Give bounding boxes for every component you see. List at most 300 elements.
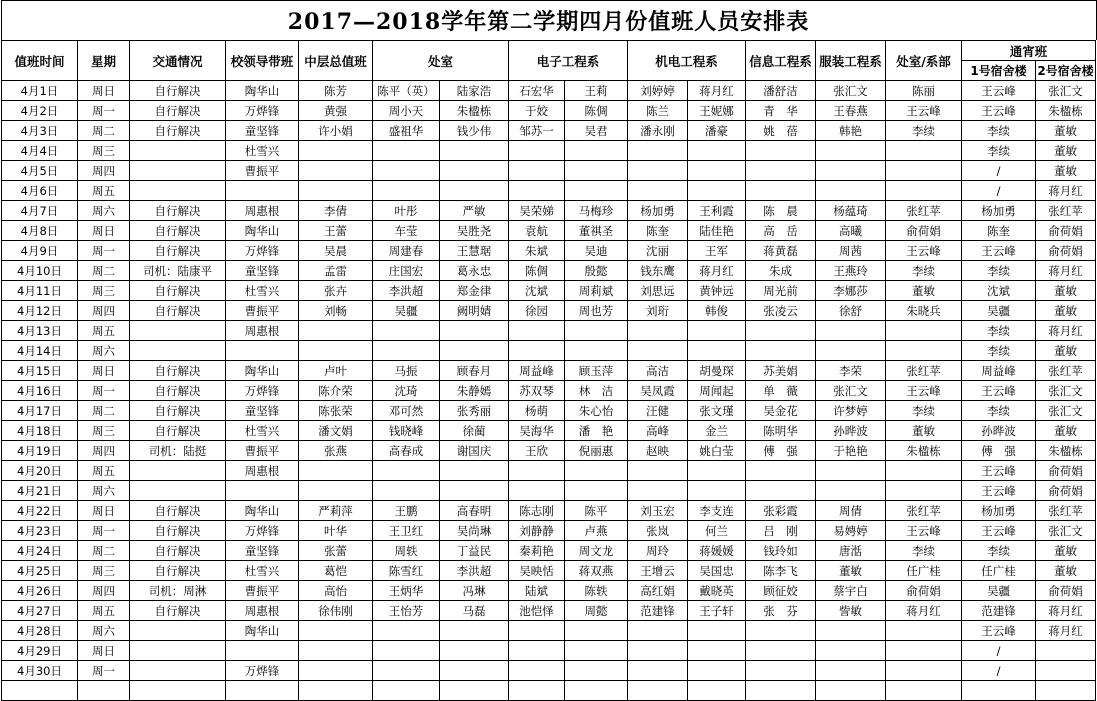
cell-dorm-2 <box>1036 661 1096 681</box>
cell-leader: 周惠根 <box>226 601 299 621</box>
cell-mech-2: 蒋月红 <box>688 81 746 101</box>
cell-middle-manager <box>299 141 373 161</box>
cell-office-dept: 董敏 <box>886 281 962 301</box>
cell-leader: 曹振平 <box>226 441 299 461</box>
cell-info: 傅 强 <box>746 441 816 461</box>
cell-mech-1: 王增云 <box>628 561 688 581</box>
cell-weekday: 周一 <box>78 101 130 121</box>
cell-date: 4月20日 <box>2 461 78 481</box>
cell-middle-manager <box>299 621 373 641</box>
cell-elec-1: 吴映恬 <box>509 561 565 581</box>
cell-clothing: 周倩 <box>816 501 886 521</box>
cell-middle-manager: 张蕾 <box>299 541 373 561</box>
cell-office-dept: 俞荷娟 <box>886 221 962 241</box>
cell-dorm-1: 王云峰 <box>962 621 1036 641</box>
cell-dorm-2: 蒋月红 <box>1036 321 1096 341</box>
cell-elec-1: 于姣 <box>509 101 565 121</box>
cell-elec-2: 周文龙 <box>565 541 628 561</box>
cell-mech-1 <box>628 341 688 361</box>
cell-leader <box>226 341 299 361</box>
cell-clothing: 张汇文 <box>816 81 886 101</box>
cell-dorm-1: 吴疆 <box>962 581 1036 601</box>
cell-elec-1 <box>509 661 565 681</box>
cell-dorm-1: 陈奎 <box>962 221 1036 241</box>
cell-leader: 杜雪兴 <box>226 421 299 441</box>
cell-mech-1: 陈兰 <box>628 101 688 121</box>
cell-date: 4月25日 <box>2 561 78 581</box>
cell-date: 4月26日 <box>2 581 78 601</box>
cell-dorm-1: 李续 <box>962 321 1036 341</box>
cell-office-1: 王鹏 <box>373 501 440 521</box>
cell-middle-manager: 潘文娟 <box>299 421 373 441</box>
cell-weekday: 周二 <box>78 261 130 281</box>
cell-dorm-2: 俞荷娟 <box>1036 481 1096 501</box>
cell-dorm-1: 王云峰 <box>962 381 1036 401</box>
table-row <box>2 441 1096 461</box>
cell-date: 4月8日 <box>2 221 78 241</box>
cell-office-dept: 张红苹 <box>886 501 962 521</box>
cell-clothing: 董敏 <box>816 561 886 581</box>
cell-dorm-2: 董敏 <box>1036 421 1096 441</box>
cell-mech-1: 刘思远 <box>628 281 688 301</box>
header-dorm-2: 2号宿舍楼 <box>1036 61 1096 81</box>
cell-info <box>746 481 816 501</box>
cell-dorm-2: 朱楹栋 <box>1036 101 1096 121</box>
cell-elec-1: 吴荣娣 <box>509 201 565 221</box>
cell-office-2: 郑金律 <box>440 281 509 301</box>
cell-traffic: 自行解决 <box>130 81 226 101</box>
cell-mech-1 <box>628 461 688 481</box>
duty-schedule-table <box>1 40 1096 701</box>
cell-mech-1: 陈奎 <box>628 221 688 241</box>
cell-office-dept: 王云峰 <box>886 101 962 121</box>
cell-date: 4月1日 <box>2 81 78 101</box>
cell-mech-2: 王军 <box>688 241 746 261</box>
cell-date: 4月4日 <box>2 141 78 161</box>
cell-weekday: 周日 <box>78 221 130 241</box>
cell-dorm-2: 董敏 <box>1036 301 1096 321</box>
cell-elec-2: 蒋双燕 <box>565 561 628 581</box>
cell-weekday <box>78 681 130 701</box>
cell-middle-manager <box>299 681 373 701</box>
cell-elec-2: 周莉斌 <box>565 281 628 301</box>
table-row <box>2 641 1096 661</box>
cell-office-1: 陈雪红 <box>373 561 440 581</box>
cell-mech-2: 王子轩 <box>688 601 746 621</box>
table-row <box>2 361 1096 381</box>
cell-weekday: 周日 <box>78 361 130 381</box>
cell-dorm-1: 李续 <box>962 541 1036 561</box>
cell-mech-2: 张文瑾 <box>688 401 746 421</box>
table-row <box>2 261 1096 281</box>
cell-mech-1: 刘玉宏 <box>628 501 688 521</box>
table-row <box>2 141 1096 161</box>
cell-info <box>746 341 816 361</box>
cell-weekday: 周一 <box>78 521 130 541</box>
cell-middle-manager <box>299 641 373 661</box>
cell-office-dept: 李续 <box>886 541 962 561</box>
cell-office-1: 邓可然 <box>373 401 440 421</box>
cell-leader: 童坚锋 <box>226 541 299 561</box>
cell-dorm-2: 张汇文 <box>1036 401 1096 421</box>
cell-office-1: 盛祖华 <box>373 121 440 141</box>
cell-weekday: 周日 <box>78 641 130 661</box>
cell-info: 张凌云 <box>746 301 816 321</box>
cell-elec-1 <box>509 341 565 361</box>
cell-clothing <box>816 481 886 501</box>
cell-dorm-2: 董敏 <box>1036 141 1096 161</box>
cell-dorm-1: 李续 <box>962 141 1036 161</box>
cell-weekday: 周三 <box>78 561 130 581</box>
cell-office-dept <box>886 661 962 681</box>
cell-mech-2 <box>688 661 746 681</box>
cell-info <box>746 141 816 161</box>
cell-info: 张 芬 <box>746 601 816 621</box>
cell-office-dept <box>886 641 962 661</box>
cell-mech-2: 胡曼琛 <box>688 361 746 381</box>
cell-leader: 陶华山 <box>226 501 299 521</box>
cell-leader <box>226 481 299 501</box>
cell-traffic <box>130 461 226 481</box>
cell-dorm-1: 王云峰 <box>962 461 1036 481</box>
header-overnight: 通宵班 <box>962 41 1096 61</box>
cell-info: 潘舒洁 <box>746 81 816 101</box>
cell-middle-manager: 吴晨 <box>299 241 373 261</box>
cell-dorm-2: 俞荷娟 <box>1036 241 1096 261</box>
cell-mech-2 <box>688 481 746 501</box>
cell-office-1: 高春成 <box>373 441 440 461</box>
cell-middle-manager: 刘畅 <box>299 301 373 321</box>
header-middle-manager: 中层总值班 <box>299 41 373 81</box>
cell-middle-manager: 高怡 <box>299 581 373 601</box>
cell-traffic: 自行解决 <box>130 281 226 301</box>
cell-office-1: 周建春 <box>373 241 440 261</box>
cell-mech-2: 黄钟远 <box>688 281 746 301</box>
table-row <box>2 81 1096 101</box>
cell-leader: 万烨锋 <box>226 521 299 541</box>
cell-dorm-2: 俞荷娟 <box>1036 221 1096 241</box>
cell-clothing <box>816 181 886 201</box>
cell-leader: 杜雪兴 <box>226 561 299 581</box>
cell-clothing: 訾敏 <box>816 601 886 621</box>
cell-office-2: 张秀丽 <box>440 401 509 421</box>
cell-traffic: 自行解决 <box>130 381 226 401</box>
cell-elec-1: 刘静静 <box>509 521 565 541</box>
cell-clothing: 周茜 <box>816 241 886 261</box>
cell-middle-manager <box>299 161 373 181</box>
table-row <box>2 341 1096 361</box>
cell-elec-1 <box>509 621 565 641</box>
cell-clothing: 高曦 <box>816 221 886 241</box>
cell-office-2: 顾春月 <box>440 361 509 381</box>
cell-office-1: 叶彤 <box>373 201 440 221</box>
cell-elec-2: 林 洁 <box>565 381 628 401</box>
cell-elec-2: 陈倜 <box>565 101 628 121</box>
cell-clothing: 蔡宇白 <box>816 581 886 601</box>
cell-date: 4月18日 <box>2 421 78 441</box>
cell-office-2: 李洪超 <box>440 561 509 581</box>
cell-dorm-1: / <box>962 181 1036 201</box>
cell-dorm-1: / <box>962 641 1036 661</box>
cell-leader: 曹振平 <box>226 161 299 181</box>
cell-elec-2: 陈轶 <box>565 581 628 601</box>
cell-mech-2: 蒋媛媛 <box>688 541 746 561</box>
cell-leader <box>226 641 299 661</box>
cell-leader <box>226 181 299 201</box>
cell-clothing: 于艳艳 <box>816 441 886 461</box>
cell-mech-2 <box>688 181 746 201</box>
cell-clothing: 李荣 <box>816 361 886 381</box>
cell-date: 4月29日 <box>2 641 78 661</box>
cell-elec-1 <box>509 161 565 181</box>
cell-traffic <box>130 621 226 641</box>
cell-office-2 <box>440 341 509 361</box>
cell-office-1: 周轶 <box>373 541 440 561</box>
cell-elec-2: 周也芳 <box>565 301 628 321</box>
cell-dorm-1: 李续 <box>962 341 1036 361</box>
cell-traffic <box>130 341 226 361</box>
cell-office-2 <box>440 481 509 501</box>
cell-traffic <box>130 181 226 201</box>
cell-leader: 万烨锋 <box>226 381 299 401</box>
cell-office-dept: 王云峰 <box>886 521 962 541</box>
cell-leader: 杜雪兴 <box>226 141 299 161</box>
cell-traffic: 自行解决 <box>130 361 226 381</box>
cell-dorm-2: 张红苹 <box>1036 501 1096 521</box>
cell-traffic: 自行解决 <box>130 501 226 521</box>
cell-clothing <box>816 621 886 641</box>
cell-middle-manager <box>299 341 373 361</box>
cell-mech-1: 范建锋 <box>628 601 688 621</box>
cell-date: 4月3日 <box>2 121 78 141</box>
cell-weekday: 周六 <box>78 621 130 641</box>
cell-office-dept: 李续 <box>886 261 962 281</box>
table-row <box>2 401 1096 421</box>
cell-mech-1: 刘珩 <box>628 301 688 321</box>
cell-dorm-2: 蒋月红 <box>1036 621 1096 641</box>
cell-traffic: 自行解决 <box>130 121 226 141</box>
cell-mech-1: 吴凤霞 <box>628 381 688 401</box>
cell-mech-1: 赵映 <box>628 441 688 461</box>
cell-dorm-2: 张汇文 <box>1036 521 1096 541</box>
cell-office-1: 马振 <box>373 361 440 381</box>
cell-elec-1: 朱斌 <box>509 241 565 261</box>
cell-info: 苏美娟 <box>746 361 816 381</box>
cell-clothing <box>816 321 886 341</box>
cell-date: 4月19日 <box>2 441 78 461</box>
cell-office-dept <box>886 161 962 181</box>
cell-traffic <box>130 681 226 701</box>
cell-office-1: 钱晓峰 <box>373 421 440 441</box>
cell-traffic: 自行解决 <box>130 201 226 221</box>
cell-weekday: 周四 <box>78 581 130 601</box>
cell-office-1 <box>373 621 440 641</box>
cell-elec-2 <box>565 641 628 661</box>
cell-mech-2: 吴国忠 <box>688 561 746 581</box>
table-row <box>2 521 1096 541</box>
cell-clothing: 易娉婷 <box>816 521 886 541</box>
cell-mech-2: 韩俊 <box>688 301 746 321</box>
cell-dorm-1: 任广桂 <box>962 561 1036 581</box>
cell-leader: 万烨锋 <box>226 101 299 121</box>
cell-office-2: 钱少伟 <box>440 121 509 141</box>
cell-office-2: 朱楹栋 <box>440 101 509 121</box>
header-clothing-dept: 服装工程系 <box>816 41 886 81</box>
cell-mech-2: 王利霞 <box>688 201 746 221</box>
cell-info: 吕 刚 <box>746 521 816 541</box>
cell-office-2: 丁益民 <box>440 541 509 561</box>
cell-info: 蒋黄磊 <box>746 241 816 261</box>
cell-office-1 <box>373 181 440 201</box>
cell-weekday: 周二 <box>78 541 130 561</box>
cell-info <box>746 321 816 341</box>
cell-leader: 万烨锋 <box>226 241 299 261</box>
cell-leader: 陶华山 <box>226 621 299 641</box>
cell-office-2 <box>440 621 509 641</box>
cell-office-dept: 朱楹栋 <box>886 441 962 461</box>
cell-mech-1 <box>628 481 688 501</box>
cell-mech-2: 姚白莹 <box>688 441 746 461</box>
cell-dorm-2: 张汇文 <box>1036 81 1096 101</box>
cell-mech-2 <box>688 141 746 161</box>
cell-office-dept: 陈丽 <box>886 81 962 101</box>
table-row <box>2 201 1096 221</box>
cell-elec-2 <box>565 141 628 161</box>
table-row <box>2 281 1096 301</box>
sheet-title: 2017—2018学年第二学期四月份值班人员安排表 <box>287 8 810 35</box>
cell-elec-1: 邹苏一 <box>509 121 565 141</box>
cell-date: 4月9日 <box>2 241 78 261</box>
cell-middle-manager <box>299 321 373 341</box>
cell-info <box>746 681 816 701</box>
cell-office-dept <box>886 181 962 201</box>
cell-traffic <box>130 481 226 501</box>
cell-office-1: 王炳华 <box>373 581 440 601</box>
cell-dorm-1: 王云峰 <box>962 521 1036 541</box>
cell-elec-1: 徐园 <box>509 301 565 321</box>
cell-office-dept: 俞荷娟 <box>886 581 962 601</box>
cell-elec-1: 吴海华 <box>509 421 565 441</box>
cell-clothing <box>816 641 886 661</box>
cell-clothing <box>816 661 886 681</box>
cell-office-1: 周小天 <box>373 101 440 121</box>
cell-middle-manager <box>299 181 373 201</box>
cell-dorm-2: 蒋月红 <box>1036 601 1096 621</box>
cell-middle-manager: 陈介荣 <box>299 381 373 401</box>
cell-weekday: 周一 <box>78 241 130 261</box>
cell-office-dept <box>886 621 962 641</box>
cell-elec-1: 陆斌 <box>509 581 565 601</box>
cell-office-2: 冯琳 <box>440 581 509 601</box>
table-row <box>2 481 1096 501</box>
cell-mech-1: 高峰 <box>628 421 688 441</box>
cell-middle-manager: 严莉萍 <box>299 501 373 521</box>
cell-dorm-1: 李续 <box>962 121 1036 141</box>
cell-elec-2: 吴迪 <box>565 241 628 261</box>
cell-mech-2 <box>688 321 746 341</box>
cell-middle-manager <box>299 661 373 681</box>
cell-weekday: 周六 <box>78 481 130 501</box>
cell-leader: 万烨锋 <box>226 661 299 681</box>
cell-mech-2 <box>688 681 746 701</box>
header-row <box>2 41 1096 61</box>
table-row <box>2 101 1096 121</box>
cell-mech-1: 钱东鹰 <box>628 261 688 281</box>
cell-middle-manager: 黄强 <box>299 101 373 121</box>
cell-date: 4月30日 <box>2 661 78 681</box>
cell-elec-1: 石宏华 <box>509 81 565 101</box>
cell-leader: 陶华山 <box>226 361 299 381</box>
cell-clothing: 杨蕴琦 <box>816 201 886 221</box>
cell-middle-manager: 孟雷 <box>299 261 373 281</box>
cell-dorm-1: 杨加勇 <box>962 501 1036 521</box>
cell-dorm-2: 俞荷娟 <box>1036 581 1096 601</box>
cell-office-2: 朱静嫣 <box>440 381 509 401</box>
cell-middle-manager: 陈芳 <box>299 81 373 101</box>
header-weekday: 星期 <box>78 41 130 81</box>
cell-mech-2 <box>688 641 746 661</box>
cell-elec-1: 苏双琴 <box>509 381 565 401</box>
cell-elec-1: 周益峰 <box>509 361 565 381</box>
cell-office-2 <box>440 641 509 661</box>
cell-date: 4月6日 <box>2 181 78 201</box>
cell-elec-2 <box>565 461 628 481</box>
table-row <box>2 321 1096 341</box>
cell-info: 钱玲如 <box>746 541 816 561</box>
cell-date: 4月11日 <box>2 281 78 301</box>
cell-mech-2 <box>688 461 746 481</box>
cell-dorm-1: 吴疆 <box>962 301 1036 321</box>
cell-leader <box>226 681 299 701</box>
cell-dorm-1: 王云峰 <box>962 81 1036 101</box>
cell-elec-2: 殷懿 <box>565 261 628 281</box>
cell-date: 4月2日 <box>2 101 78 121</box>
cell-dorm-2: 张汇文 <box>1036 381 1096 401</box>
cell-weekday: 周六 <box>78 341 130 361</box>
cell-dorm-1: 傅 强 <box>962 441 1036 461</box>
cell-traffic <box>130 661 226 681</box>
table-row <box>2 381 1096 401</box>
cell-elec-2: 吴君 <box>565 121 628 141</box>
cell-dorm-1: 范建锋 <box>962 601 1036 621</box>
cell-weekday: 周二 <box>78 401 130 421</box>
cell-mech-1 <box>628 321 688 341</box>
cell-elec-2: 卢燕 <box>565 521 628 541</box>
cell-dorm-2: 董敏 <box>1036 121 1096 141</box>
cell-dorm-1: 沈斌 <box>962 281 1036 301</box>
cell-info <box>746 161 816 181</box>
cell-elec-2 <box>565 681 628 701</box>
cell-mech-1 <box>628 661 688 681</box>
cell-office-dept: 王云峰 <box>886 381 962 401</box>
cell-office-2: 徐蔺 <box>440 421 509 441</box>
cell-office-1 <box>373 661 440 681</box>
cell-date: 4月17日 <box>2 401 78 421</box>
cell-elec-1: 袁航 <box>509 221 565 241</box>
cell-office-1: 陈平（英） <box>373 81 440 101</box>
cell-weekday: 周四 <box>78 441 130 461</box>
cell-info: 张彩霞 <box>746 501 816 521</box>
cell-mech-1 <box>628 141 688 161</box>
cell-info <box>746 461 816 481</box>
cell-middle-manager: 王蕾 <box>299 221 373 241</box>
cell-info: 高 岳 <box>746 221 816 241</box>
cell-office-2: 王慧琚 <box>440 241 509 261</box>
cell-leader: 曹振平 <box>226 581 299 601</box>
cell-office-2: 谢国庆 <box>440 441 509 461</box>
cell-office-2: 马磊 <box>440 601 509 621</box>
cell-info: 陈明华 <box>746 421 816 441</box>
